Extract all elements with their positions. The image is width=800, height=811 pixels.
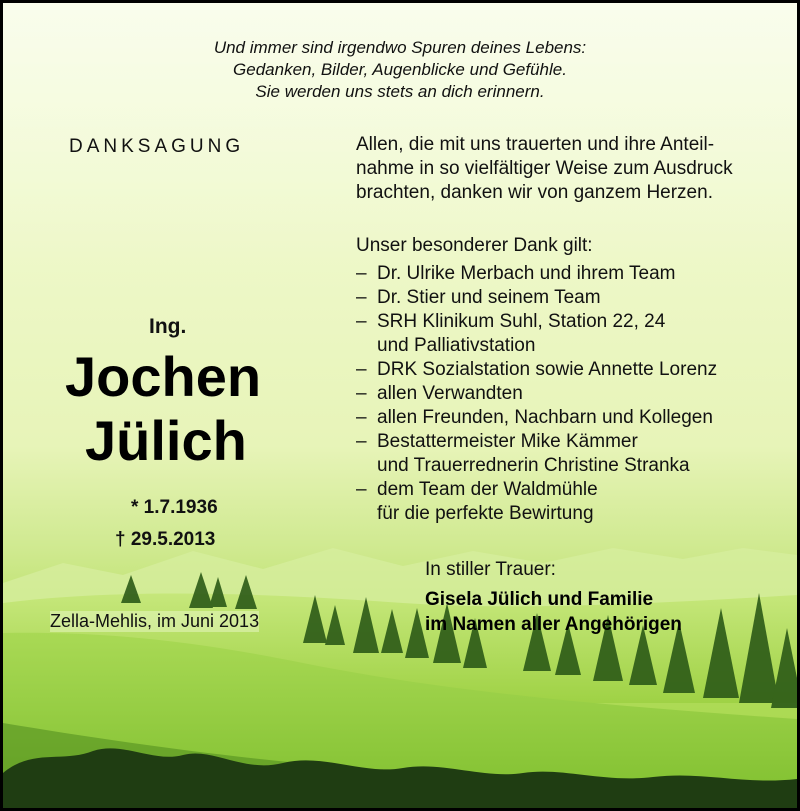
dash-marker: – [356,383,367,404]
dash-marker: – [356,287,367,308]
intro-line: nahme in so vielfältiger Weise zum Ausdruck [356,158,733,179]
intro-text [356,133,776,205]
thanks-item-continuation: für die perfekte Bewirtung [377,503,594,524]
thanks-heading: Unser besonderer Dank gilt: [356,235,593,256]
mourners-line-2: im Namen aller Angehörigen [425,614,682,635]
thanks-item-continuation: und Palliativstation [377,335,536,356]
thanks-item: – Bestattermeister Mike Kämmer [356,431,638,452]
dash-marker: – [356,263,367,284]
deceased-title: Ing. [149,315,187,338]
deceased-last-name: Jülich [85,409,247,472]
thanks-item: – Dr. Stier und seinem Team [356,287,601,308]
death-date: † 29.5.2013 [115,529,216,550]
mourning-label: In stiller Trauer: [425,559,556,580]
verse-line: Und immer sind irgendwo Spuren deines Lebens: [213,38,587,57]
verse-line: Gedanken, Bilder, Augenblicke und Gefühle. [233,60,567,79]
thanks-item-continuation: und Trauerrednerin Christine Stranka [377,455,690,476]
thanks-item: – SRH Klinikum Suhl, Station 22, 24 [356,311,666,332]
verse [3,37,797,103]
dash-marker: – [356,479,367,500]
dash-marker: – [356,359,367,380]
mourners-line-1: Gisela Jülich und Familie [425,589,654,610]
thanks-item: – DRK Sozialstation sowie Annette Lorenz [356,359,718,380]
dash-marker: – [356,311,367,332]
place-and-date: Zella-Mehlis, im Juni 2013 [50,611,260,631]
dash-marker: – [356,407,367,428]
deceased-first-name: Jochen [65,345,262,408]
verse-line: Sie werden uns stets an dich erinnern. [255,82,545,101]
heading-danksagung: DANKSAGUNG [69,136,245,157]
thanks-list [356,262,717,526]
thanks-item: – allen Verwandten [356,383,523,404]
thanks-item: – dem Team der Waldmühle [356,479,598,500]
intro-line: Allen, die mit uns trauerten und ihre Anteil- [356,134,715,155]
thanks-item: – allen Freunden, Nachbarn und Kollegen [356,407,713,428]
intro-line: brachten, danken wir von ganzem Herzen. [356,182,713,203]
dash-marker: – [356,431,367,452]
thanks-item: – Dr. Ulrike Merbach und ihrem Team [356,263,676,284]
birth-date: * 1.7.1936 [131,497,218,518]
